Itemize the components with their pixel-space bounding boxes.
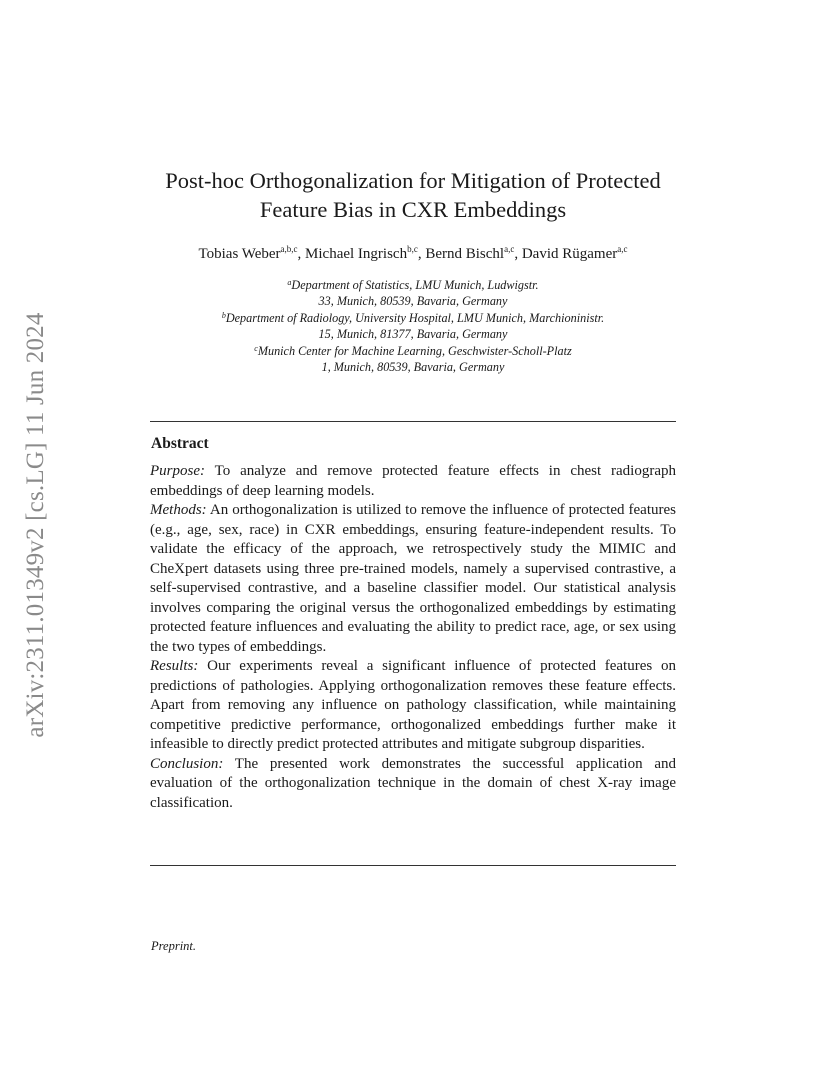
author-affiliation-marks: b,c	[407, 244, 418, 254]
section-text: Our experiments reveal a significant influence of protected features on predictions of pathologies. Applying orthogonalization removes these feature effects. Apart from removing any influence on pathology classification, while maintaining competitive predictive performance, orthogonalized embeddings further make it infeasible to directly predict protected attributes and mitigate subgroup disparities.	[150, 658, 676, 752]
author-affiliation-marks: a,c	[504, 244, 515, 254]
author	[305, 246, 425, 262]
author-name: Bernd Bischl	[425, 246, 505, 262]
section-text: An orthogonalization is utilized to remove the influence of protected features (e.g., age, sex, race) in CXR embeddings, ensuring feature-independent results. To validate the efficacy of the approach, we retrospectively study the MIMIC and CheXpert datasets using three pre-trained models, namely a supervised contrastive, a self-supervised contrastive, and a baseline classifier model. Our statistical analysis involves comparing the original versus the orthogonalized embeddings by estimating protected feature influences and evaluating the ability to predict race, age, or sex using the two types of embeddings.	[150, 502, 676, 655]
abstract-heading: Abstract	[151, 435, 209, 452]
author-affiliation-marks: a,c	[617, 244, 628, 254]
abstract-methods	[150, 501, 676, 657]
author-separator: ,	[514, 246, 522, 262]
author-name: David Rügamer	[521, 246, 618, 262]
author-affiliation-marks: a,b,c	[280, 244, 298, 254]
abstract-body	[150, 462, 676, 813]
affiliation-mark: a	[287, 278, 292, 287]
abstract-top-rule	[150, 421, 676, 422]
abstract-conclusion	[150, 755, 676, 814]
abstract-results	[150, 657, 676, 755]
title-line-1: Post-hoc Orthogonalization for Mitigation of Protected	[165, 168, 661, 193]
affiliation-line: 15, Munich, 81377, Bavaria, Germany	[318, 327, 508, 342]
section-label: Conclusion:	[150, 755, 224, 772]
author-name: Tobias Weber	[198, 246, 281, 262]
affiliation-line: $^a$Department of Statistics, LMU Munich, Ludwigstr.	[287, 278, 539, 292]
affiliation-line: $^b$Department of Radiology, University Hospital, LMU Munich, Marchioninistr.	[221, 310, 605, 325]
section-label: Methods:	[150, 502, 207, 518]
affiliation-mark: c	[254, 343, 258, 353]
affiliation-mark: b	[221, 310, 226, 320]
author	[199, 246, 306, 262]
title-line-2: Feature Bias in CXR Embeddings	[259, 197, 567, 222]
section-label: Purpose:	[150, 463, 205, 479]
paper-title	[150, 166, 676, 224]
affiliation-line: 1, Munich, 80539, Bavaria, Germany	[321, 360, 505, 375]
author-name: Michael Ingrisch	[305, 246, 408, 262]
author-list	[150, 244, 676, 264]
author-separator: ,	[297, 246, 306, 262]
section-text: The presented work demonstrates the successful application and evaluation of the orthogonalization technique in the domain of chest X-ray image classification.	[150, 755, 676, 811]
affiliation-line: 33, Munich, 80539, Bavaria, Germany	[318, 294, 508, 309]
author	[522, 246, 628, 262]
abstract-purpose	[150, 462, 676, 501]
author	[425, 246, 522, 262]
section-text: To analyze and remove protected feature effects in chest radiograph embeddings of deep learning models.	[150, 463, 676, 499]
author-separator: ,	[417, 246, 426, 262]
section-label: Results:	[150, 658, 199, 674]
affiliation-list	[150, 277, 676, 375]
preprint-note: Preprint.	[151, 939, 197, 953]
affiliation-line: $^c$Munich Center for Machine Learning, Geschwister-Scholl-Platz	[254, 343, 572, 358]
abstract-bottom-rule	[150, 865, 676, 866]
arxiv-identifier-stamp: arXiv:2311.01349v2 [cs.LG] 11 Jun 2024	[22, 312, 49, 738]
